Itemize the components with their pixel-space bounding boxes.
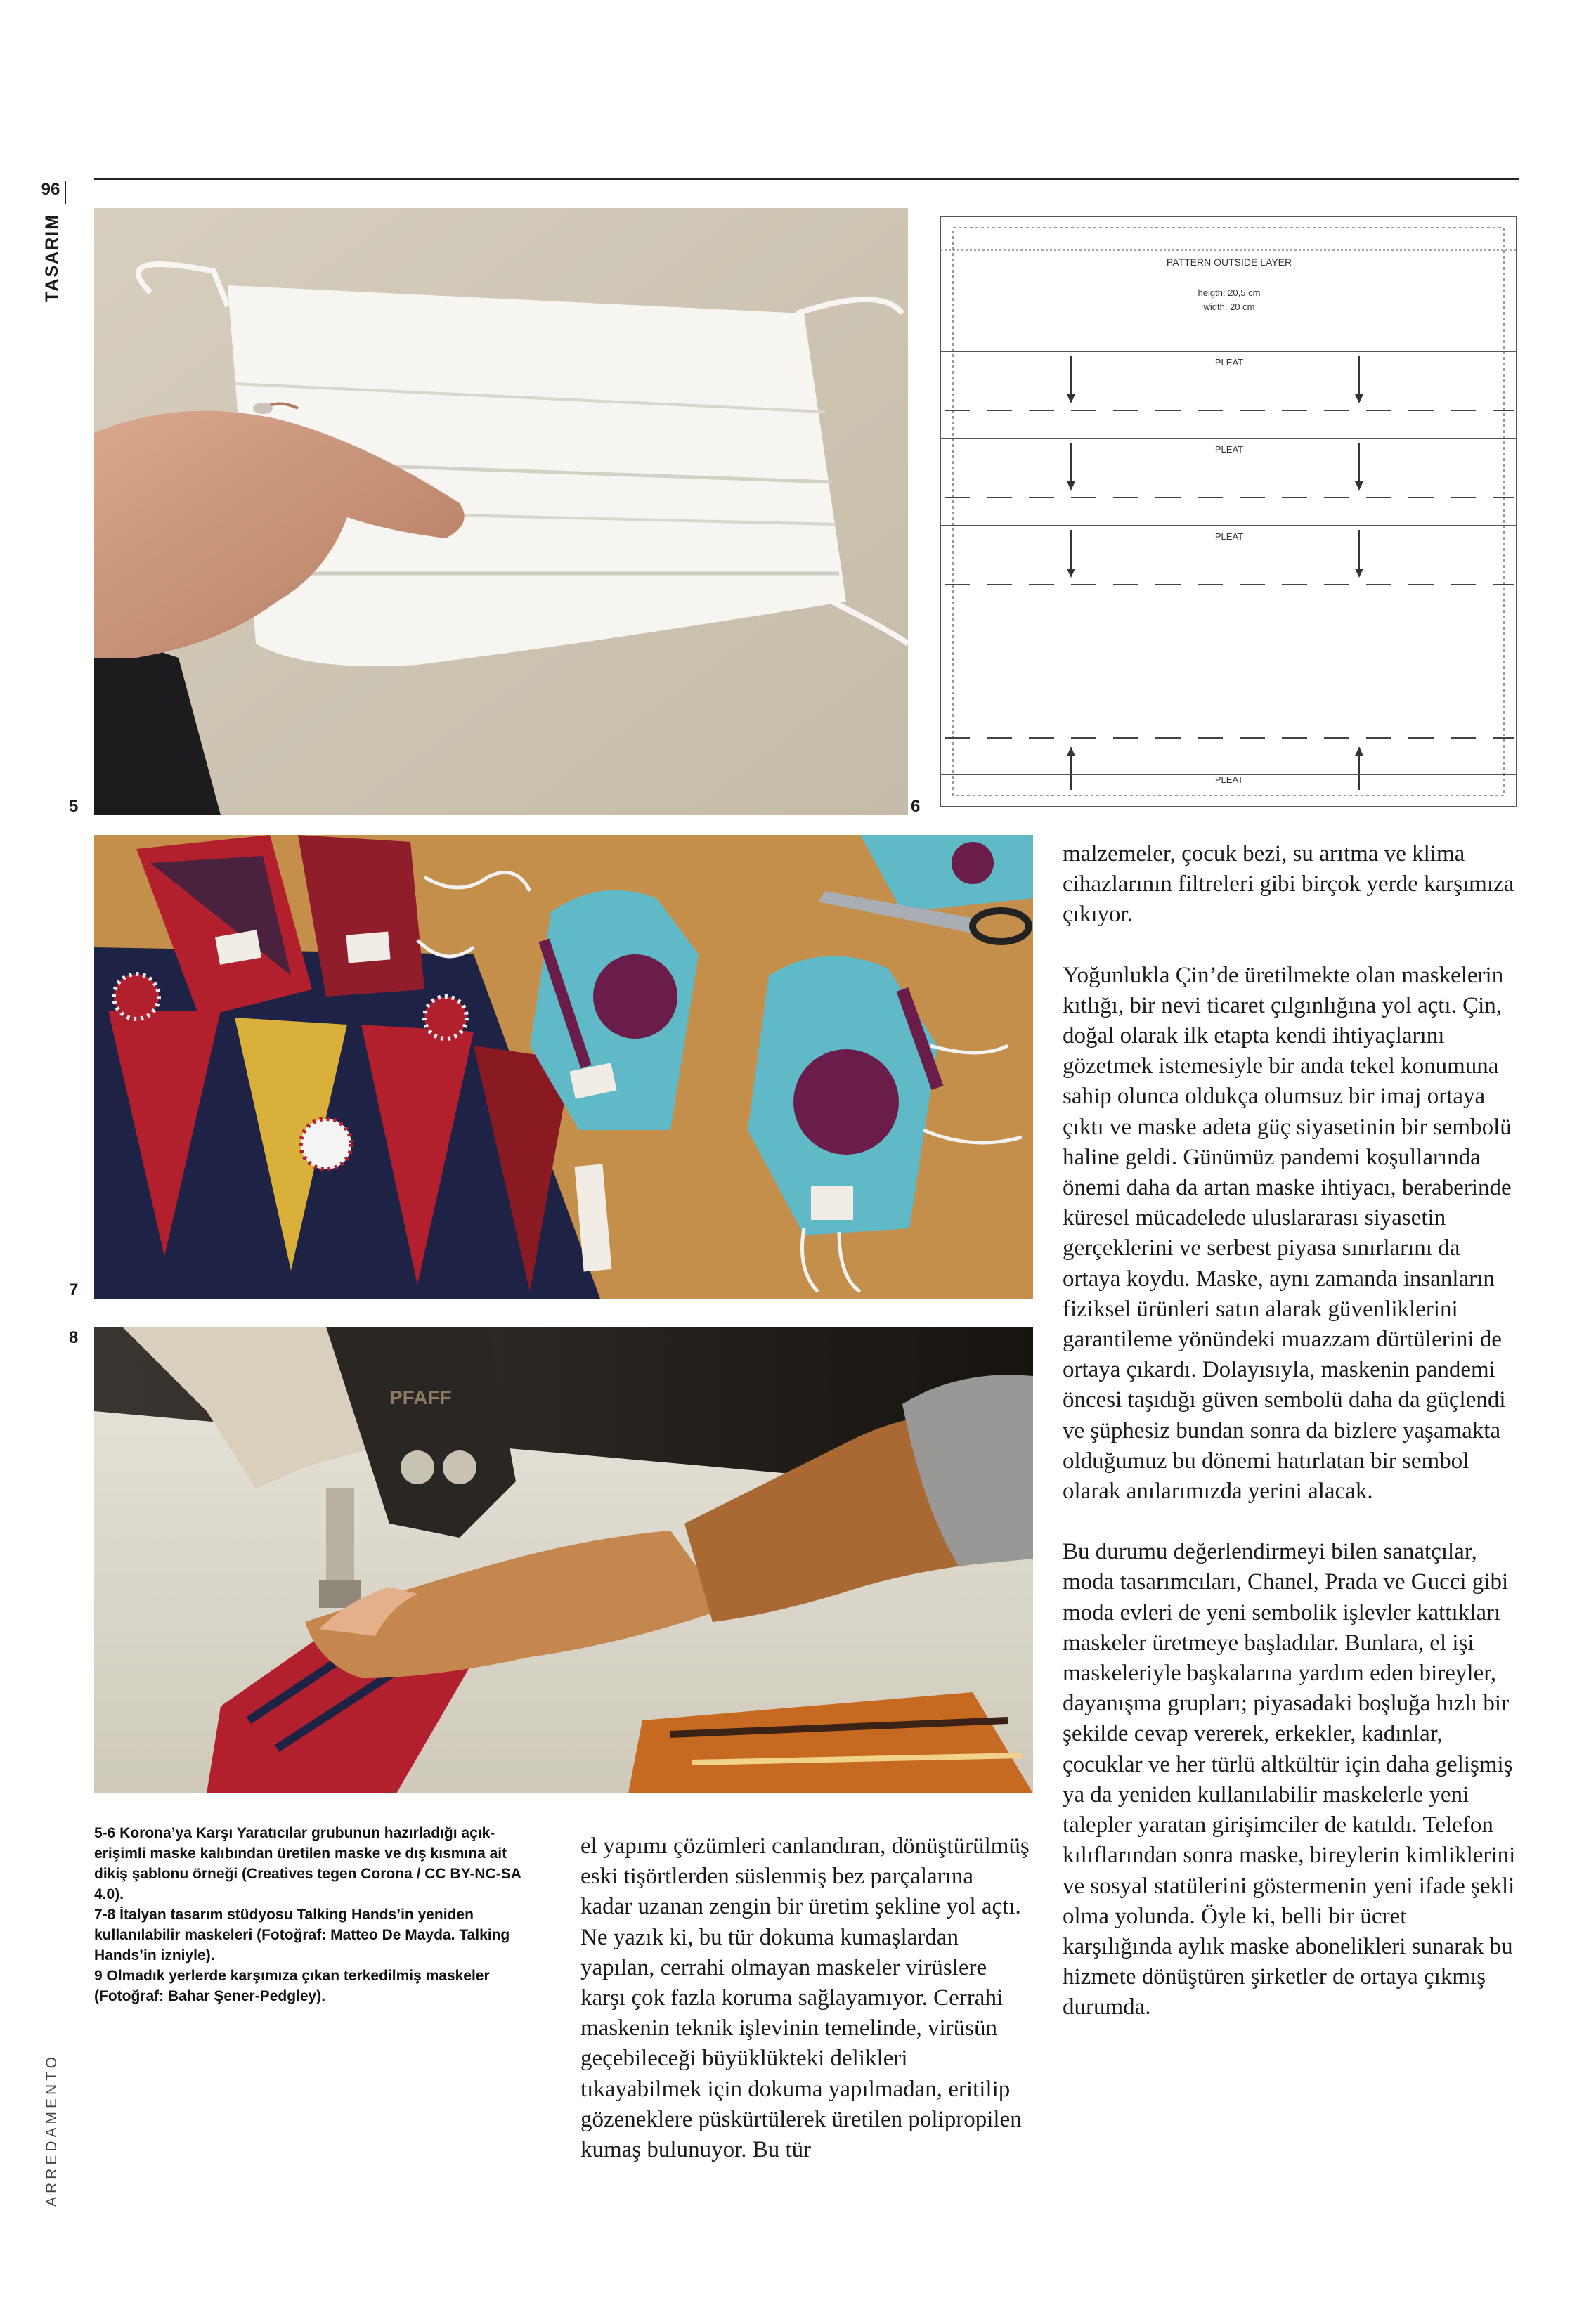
section-label: TASARIM	[42, 213, 62, 302]
article-paragraph: el yapımı çözümleri canlandıran, dönüştürülmüş eski tişörtlerden süslenmiş bez parçalarına kadar uzanan zengin bir üretim şekline yol açtı. Ne yazık ki, bu tür dokuma kumaşlardan yapılan, cerrahi olmayan maskeler virüslere karşı çok fazla koruma sağlayamıyor. Cerrahi maskenin teknik işlevinin temelinde, virüsün geçebileceği büyüklükteki delikleri tıkayabilmek için dokuma yapılmadan, eritilip gözeneklere püskürtülerek üretilen polipropilen kumaş bulunuyor. Bu tür	[580, 1833, 1030, 2163]
article-paragraph: Bu durumu değerlendirmeyi bilen sanatçılar, moda tasarımcıları, Chanel, Prada ve Gucci gibi moda evleri de yeni sembolik işlevler kattıkları maskeler üretmeye başladılar. Bunlara, el işi maskeleriyle başkalarına yardım eden bireyler, dayanışma grupları; piyasadaki boşluğa hızlı bir şekilde cevap vererek, erkekler, kadınlar, çocuklar ve her türlü altkültür için daha gelişmiş ya da yeniden kullanılabilir maskelerle yeni talepler yaratan girişimciler de katıldı. Telefon kılıflarından sonra maske, bireylerin kimliklerini ve sosyal statülerini göstermenin yeni ifade şekli olma yolunda. Öyle ki, belli bir ücret karşılığında aylık maske abonelikleri sunarak bu hizmete dönüştüren şirketler de ortaya çıkmış durumda.	[1063, 1539, 1516, 2020]
photo-printed-masks	[94, 835, 1033, 1299]
top-rule	[94, 178, 1519, 180]
pattern-title: PATTERN OUTSIDE LAYER	[1166, 257, 1292, 268]
figure-number-7: 7	[69, 1280, 79, 1299]
figure-number-6: 6	[911, 797, 921, 816]
photo-sewing-machine	[94, 1327, 1033, 1793]
caption-line-2: 7-8 İtalyan tasarım stüdyosu Talking Hands’in yeniden kullanılabilir maskeleri (Fotoğraf: Matteo De Mayda. Talking Hands’in izniyle).	[94, 1907, 510, 1963]
caption-line-1: 5-6 Korona’ya Karşı Yaratıcılar grubunun hazırladığı açık-erişimli maske kalıbından üretilen maske ve dış kısmına ait dikiş şablonu örneği (Creatives tegen Corona / CC BY-NC-SA 4.0).	[94, 1825, 521, 1902]
pattern-diagram	[937, 215, 1521, 812]
caption-line-3: 9 Olmadık yerlerde karşımıza çıkan terkedilmiş maskeler (Fotoğraf: Bahar Şener-Pedgley).	[94, 1968, 490, 2004]
article-column-right	[1063, 839, 1519, 2023]
figure-number-5: 5	[69, 797, 79, 816]
svg-text:PFAFF: PFAFF	[389, 1387, 452, 1408]
article-paragraph: malzemeler, çocuk bezi, su arıtma ve klima cihazlarının filtreleri gibi birçok yerde karşımıza çıkıyor.	[1063, 841, 1514, 928]
pleat-label-2: PLEAT	[1214, 444, 1244, 455]
pleat-label-4: PLEAT	[1214, 774, 1244, 785]
page-number-divider	[65, 181, 66, 204]
photo-caption	[94, 1823, 530, 2006]
article-column-middle	[580, 1831, 1030, 2165]
figure-number-8: 8	[69, 1328, 79, 1347]
article-paragraph: Yoğunlukla Çin’de üretilmekte olan maskelerin kıtlığı, bir nevi ticaret çılgınlığına yol açtı. Çin, doğal olarak ilk etapta kendi ihtiyaçlarını gözetmek istemesiyle bir anda tekel konumuna sahip olunca oldukça olumsuz bir imaj ortaya çıktı ve maske adeta güç siyasetinin bir sembolü haline geldi. Günümüz pandemi koşullarında önemi daha da artan maske ihtiyacı, beraberinde küresel mücadelede uluslararası siyasetin gerçeklerini ve serbest piyasa sınırlarını da ortaya koydu. Maske, aynı zamanda insanların fiziksel ürünleri satın alarak güvenliklerini garantileme yönündeki muazzam dürtülerini de ortaya çıkardı. Dolayısıyla, maskenin pandemi öncesi taşıdığı güven sembolü daha da güçlendi ve şüphesiz bundan sonra da bizlere yaşamakta olduğumuz bu dönemi hatırlatan bir sembol olarak anılarımızda yerini alacak.	[1063, 962, 1512, 1505]
photo-white-mask	[94, 208, 908, 815]
pattern-width: width: 20 cm	[1203, 301, 1255, 312]
pleat-label-3: PLEAT	[1214, 531, 1244, 542]
pattern-height: heigth: 20,5 cm	[1198, 287, 1261, 298]
magazine-label: ARREDAMENTO	[44, 2053, 60, 2207]
page-number: 96	[41, 180, 60, 199]
pleat-label-1: PLEAT	[1214, 357, 1244, 368]
